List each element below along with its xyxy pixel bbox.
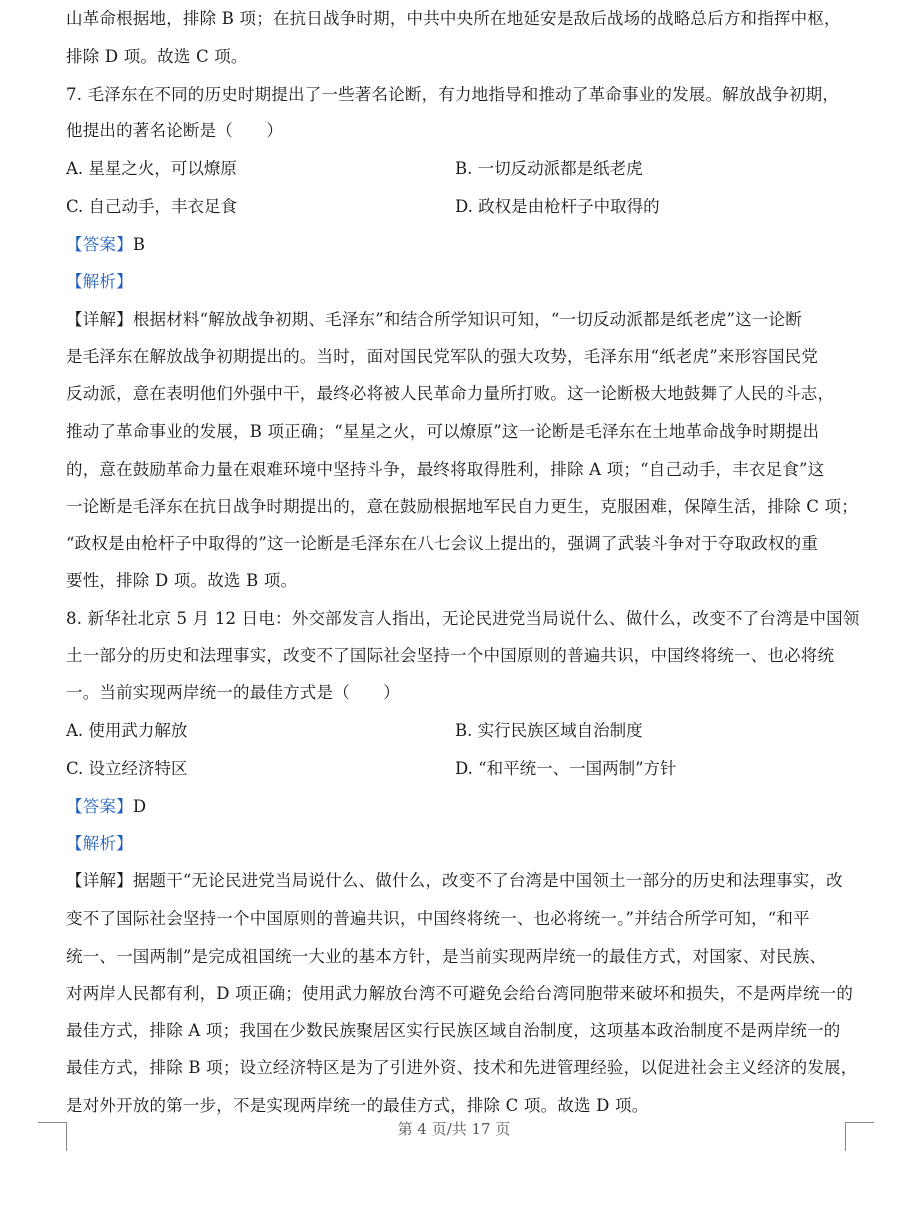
- detail-line: 变不了国际社会坚持一个中国原则的普遍共识，中国终将统一、也必将统一。”并结合所学可知，“和平: [66, 909, 810, 928]
- question-7-option-b: B. 一切反动派都是纸老虎: [455, 159, 643, 178]
- detail-line: “政权是由枪杆子中取得的”这一论断是毛泽东在八七会议上提出的，强调了武装斗争对于夺取政权的重: [66, 534, 819, 553]
- paragraph-line: 山革命根据地，排除 B 项；在抗日战争时期，中共中央所在地延安是敌后战场的战略总后方和指挥中枢，: [66, 9, 841, 28]
- question-7-answer: [66, 234, 856, 256]
- answer-value: B: [132, 235, 146, 254]
- paragraph-line: 排除 D 项。故选 C 项。: [66, 47, 248, 66]
- analysis-label: 【解析】: [66, 834, 133, 853]
- detail-line: [66, 309, 856, 331]
- detail-line: 一论断是毛泽东在抗日战争时期提出的，意在鼓励根据地军民自力更生，克服困难，保障生活，排除 C 项；: [66, 497, 858, 516]
- answer-label: 【答案】: [66, 235, 133, 254]
- detail-line: [66, 870, 856, 892]
- detail-text: 据题干“无论民进党当局说什么、做什么，改变不了台湾是中国领土一部分的历史和法理事实，改: [132, 871, 843, 890]
- question-7-option-c: C. 自己动手，丰衣足食: [66, 197, 238, 216]
- question-8-option-b: B. 实行民族区域自治制度: [455, 721, 643, 740]
- detail-line: 要性，排除 D 项。故选 B 项。: [66, 571, 298, 590]
- question-8-answer: [66, 796, 856, 818]
- question-8-option-a: A. 使用武力解放: [66, 721, 188, 740]
- question-8-stem: 一。当前实现两岸统一的最佳方式是（ ）: [66, 683, 400, 702]
- answer-label: 【答案】: [66, 797, 133, 816]
- detail-label: 【详解】: [66, 871, 133, 890]
- detail-line: 最佳方式，排除 A 项；我国在少数民族聚居区实行民族区域自治制度，这项基本政治制度不是两岸统一的: [66, 1021, 841, 1040]
- question-8-option-c: C. 设立经济特区: [66, 759, 188, 778]
- detail-line: 是毛泽东在解放战争初期提出的。当时，面对国民党军队的强大攻势，毛泽东用“纸老虎”来形容国民党: [66, 347, 819, 366]
- detail-label: 【详解】: [66, 310, 133, 329]
- question-7-stem: 7. 毛泽东在不同的历史时期提出了一些著名论断，有力地指导和推动了革命事业的发展。解放战争初期，: [66, 85, 840, 104]
- page-number: 第 4 页/共 17 页: [397, 1120, 511, 1138]
- question-7-option-d: D. 政权是由枪杆子中取得的: [455, 197, 660, 216]
- question-8-stem: 土一部分的历史和法理事实，改变不了国际社会坚持一个中国原则的普遍共识，中国终将统一、也必将统: [66, 646, 835, 665]
- question-8-option-d: D. “和平统一、一国两制”方针: [455, 759, 677, 778]
- detail-line: 是对外开放的第一步，不是实现两岸统一的最佳方式，排除 C 项。故选 D 项。: [66, 1096, 649, 1115]
- detail-line: 反动派，意在表明他们外强中干，最终必将被人民革命力量所打败。这一论断极大地鼓舞了人民的斗志，: [66, 384, 835, 403]
- detail-line: 的，意在鼓励革命力量在艰难环境中坚持斗争，最终将取得胜利，排除 A 项；“自己动手，丰衣足食”这: [66, 460, 825, 479]
- detail-line: 最佳方式，排除 B 项；设立经济特区是为了引进外资、技术和先进管理经验，以促进社会主义经济的发展，: [66, 1058, 858, 1077]
- question-7-option-a: A. 星星之火，可以燎原: [66, 159, 237, 178]
- answer-value: D: [132, 797, 147, 816]
- detail-line: 对两岸人民都有利，D 项正确；使用武力解放台湾不可避免会给台湾同胞带来破坏和损失，不是两岸统一的: [66, 984, 854, 1003]
- detail-text: 根据材料“解放战争初期、毛泽东”和结合所学知识可知，“一切反动派都是纸老虎”这一论断: [132, 310, 802, 329]
- question-7-stem: 他提出的著名论断是（ ）: [66, 121, 284, 140]
- analysis-label: 【解析】: [66, 272, 133, 291]
- detail-line: 统一、一国两制”是完成祖国统一大业的基本方针，是当前实现两岸统一的最佳方式，对国家、对民族、: [66, 947, 827, 966]
- question-8-stem: 8. 新华社北京 5 月 12 日电：外交部发言人指出，无论民进党当局说什么、做什么，改变不了台湾是中国领: [66, 609, 860, 628]
- detail-line: 推动了革命事业的发展，B 项正确；“星星之火，可以燎原”这一论断是毛泽东在土地革命战争时期提出: [66, 422, 820, 441]
